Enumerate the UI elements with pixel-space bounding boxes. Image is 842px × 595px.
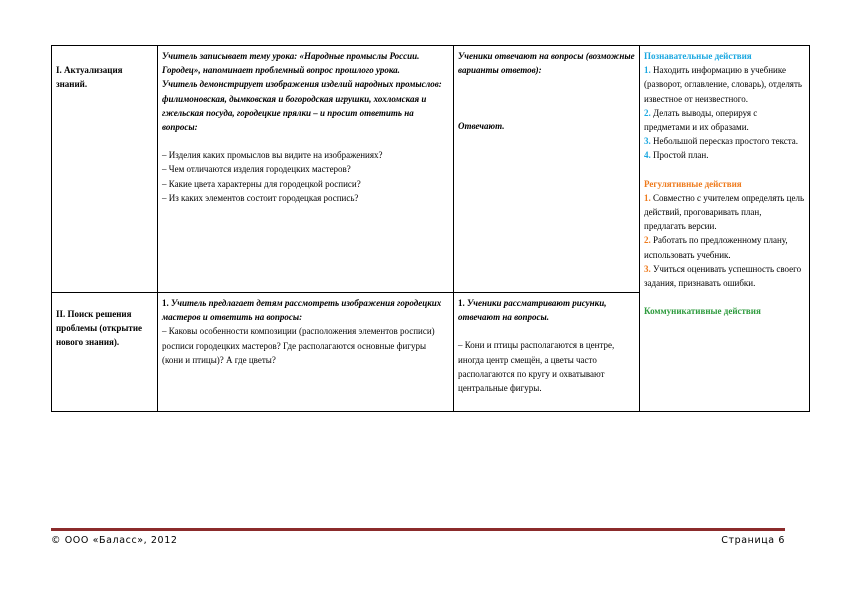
footer-page-number: Страница 6 — [721, 535, 785, 546]
item-text: Совместно с учителем определять цель действий, проговаривать план, предлагать версии. — [644, 192, 805, 232]
teacher-demo-text: Учитель демонстрирует изображения изделий народных промыслов: филимоновская, дымковская и богородская игрушки, хохломская и гжельская посуда, городецкие прялки – и просит ответить на вопросы: — [162, 79, 442, 133]
list-item — [644, 134, 805, 148]
students-task — [458, 296, 635, 324]
item-number: 3. — [644, 136, 651, 147]
list-item — [644, 262, 805, 290]
item-number: 1. — [644, 192, 651, 203]
item-text: Работать по предложенному плану, использовать учебник. — [644, 235, 788, 260]
question-item: – Из каких элементов состоит городецкая роспись? — [162, 192, 359, 203]
students-answer-text: – Кони и птицы располагаются в центре, иногда центр смещён, а цветы часто располагаются по кругу и охватывают центральные фигуры. — [458, 340, 615, 394]
teacher-task-text: Учитель предлагает детям рассмотреть изображения городецких мастеров и ответить на вопросы: — [162, 298, 442, 323]
item-number: 3. — [644, 263, 651, 274]
footer-copyright: © ООО «Баласс», 2012 — [51, 535, 178, 546]
stage-label: II. Поиск решения проблемы (открытие нового знания). — [56, 309, 143, 348]
students-answer-text: Отвечают. — [458, 121, 505, 132]
item-text: Простой план. — [650, 150, 709, 161]
students-cell — [454, 293, 640, 412]
item-text: Учиться оценивать успешность своего задания, признавать ошибки. — [644, 263, 802, 289]
task-number: 1. — [458, 298, 465, 308]
stage-label: I. Актуализация знаний. — [56, 65, 123, 90]
list-item — [644, 148, 805, 162]
stage-cell — [52, 293, 158, 412]
question-item: – Чем отличаются изделия городецких мастеров? — [162, 164, 351, 175]
teacher-cell — [158, 293, 454, 412]
teacher-question-text: – Каковы особенности композиции (расположения элементов росписи) росписи городецких мастеров? Где располагаются основные фигуры (кони и птицы)? А где цветы? — [162, 326, 435, 365]
item-number: 1. — [644, 65, 651, 76]
footer-divider — [51, 528, 785, 531]
cognitive-heading: Познавательные действия — [644, 51, 752, 61]
communicative-heading: Коммуникативные действия — [644, 306, 761, 317]
list-item — [644, 106, 805, 134]
teacher-cell — [158, 46, 454, 293]
uud-cell — [640, 46, 810, 412]
list-item — [644, 233, 805, 261]
teacher-task — [162, 296, 449, 324]
item-number: 2. — [644, 107, 651, 118]
table-row — [52, 46, 810, 293]
stage-cell — [52, 46, 158, 293]
item-number: 4. — [644, 150, 651, 161]
question-item: – Изделия каких промыслов вы видите на изображениях? — [162, 150, 383, 161]
item-text: Находить информацию в учебнике (разворот, оглавление, словарь), отделять известное от неизвестного. — [644, 65, 802, 104]
item-number: 2. — [644, 235, 651, 246]
question-item: – Какие цвета характерны для городецкой росписи? — [162, 178, 361, 189]
students-intro-text: Ученики отвечают на вопросы (возможные варианты ответов): — [458, 51, 635, 76]
list-item — [644, 63, 805, 106]
students-cell — [454, 46, 640, 293]
task-number: 1. — [162, 298, 169, 308]
students-task-text: Ученики рассматривают рисунки, отвечают на вопросы. — [458, 298, 607, 323]
list-item — [644, 191, 805, 234]
regulatory-heading: Регулятивные действия — [644, 178, 742, 189]
teacher-intro-text: Учитель записывает тему урока: «Народные промыслы России. Городец», напоминает проблемный вопрос прошлого урока. — [162, 51, 420, 76]
lesson-plan-table — [51, 45, 810, 412]
item-text: Небольшой пересказ простого текста. — [650, 136, 799, 147]
item-text: Делать выводы, оперируя с предметами и их образами. — [644, 107, 758, 133]
